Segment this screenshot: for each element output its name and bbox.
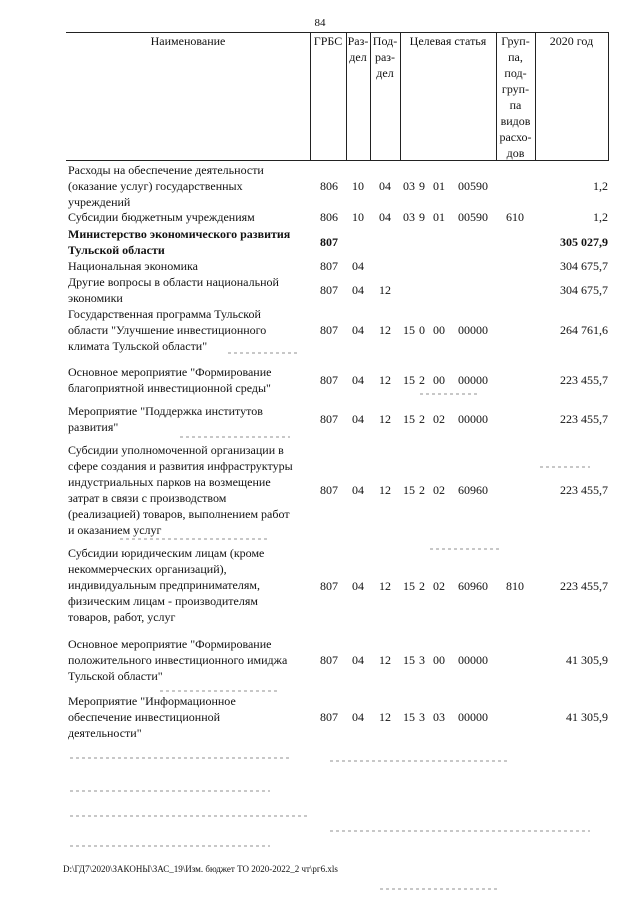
header-razdel-line: дел	[349, 50, 367, 64]
row-target-program: 15	[403, 579, 415, 593]
row-razdel: 04	[352, 373, 364, 387]
bleed-mark	[70, 790, 270, 792]
row-razdel: 04	[352, 710, 364, 724]
row-name-line: Мероприятие "Информационное	[68, 694, 236, 708]
row-grbs: 807	[320, 579, 338, 593]
row-name-line: Мероприятие "Поддержка институтов	[68, 404, 263, 418]
row-name-line: развития"	[68, 420, 119, 434]
row-podrazdel: 12	[379, 653, 391, 667]
bleed-mark	[420, 393, 480, 395]
bleed-mark	[430, 548, 500, 550]
row-name-line: Государственная программа Тульской	[68, 307, 261, 321]
row-name-line: положительного инвестиционного имиджа	[68, 653, 288, 667]
header-target: Целевая статья	[409, 34, 487, 48]
header-divider	[608, 32, 609, 160]
row-grbs: 807	[320, 373, 338, 387]
row-amount: 223 455,7	[560, 373, 608, 387]
header-vid-line: дов	[506, 146, 525, 160]
row-target-event: 02	[433, 579, 445, 593]
row-razdel: 10	[352, 179, 364, 193]
bleed-mark	[180, 436, 290, 438]
row-razdel: 04	[352, 323, 364, 337]
row-grbs: 806	[320, 179, 338, 193]
row-expense-type: 610	[506, 210, 524, 224]
row-target-event: 00	[433, 653, 445, 667]
row-amount: 41 305,9	[566, 653, 608, 667]
header-vid-line: па	[509, 98, 522, 112]
row-target-subprogram: 9	[419, 210, 425, 224]
row-target-event: 02	[433, 483, 445, 497]
row-expense-type: 810	[506, 579, 524, 593]
header-vid-line: под-	[504, 66, 527, 80]
row-amount: 223 455,7	[560, 412, 608, 426]
row-name	[68, 162, 308, 210]
row-target-subprogram: 0	[419, 323, 425, 337]
row-razdel: 10	[352, 210, 364, 224]
row-podrazdel: 12	[379, 579, 391, 593]
row-name-line: обеспечение инвестиционной	[68, 710, 221, 724]
row-name	[68, 364, 308, 396]
row-amount: 41 305,9	[566, 710, 608, 724]
row-name-line: физическим лицам - производителям	[68, 594, 258, 608]
row-name-line: Тульской области"	[68, 669, 163, 683]
row-name-line: и оказанием услуг	[68, 523, 162, 537]
row-razdel: 04	[352, 259, 364, 273]
row-target-direction: 00000	[458, 710, 488, 724]
row-grbs: 807	[320, 483, 338, 497]
row-name-line: учреждений	[68, 195, 131, 209]
header-podrazdel-line: Под-	[372, 34, 398, 48]
row-target-program: 15	[403, 373, 415, 387]
row-name-line: Расходы на обеспечение деятельности	[68, 163, 264, 177]
row-target-direction: 00590	[458, 210, 488, 224]
row-name-line: благоприятной инвестиционной среды"	[68, 381, 271, 395]
row-name-line: Основное мероприятие "Формирование	[68, 365, 272, 379]
row-name-line: затрат в связи с производством	[68, 491, 227, 505]
row-name-line: климата Тульской области"	[68, 339, 208, 353]
row-name	[68, 274, 308, 306]
row-target-program: 15	[403, 710, 415, 724]
row-grbs: 807	[320, 323, 338, 337]
bleed-mark	[228, 352, 298, 354]
row-razdel: 04	[352, 579, 364, 593]
header-razdel	[346, 33, 370, 65]
row-razdel: 04	[352, 412, 364, 426]
bleed-mark	[120, 538, 270, 540]
row-target-direction: 60960	[458, 483, 488, 497]
row-amount: 1,2	[593, 210, 608, 224]
row-razdel: 04	[352, 283, 364, 297]
row-target-direction: 00000	[458, 373, 488, 387]
header-name: Наименование	[150, 34, 226, 48]
row-name	[68, 545, 308, 625]
row-target-program: 03	[403, 179, 415, 193]
row-amount: 223 455,7	[560, 483, 608, 497]
header-podrazdel	[370, 33, 400, 81]
row-name-line: Основное мероприятие "Формирование	[68, 637, 272, 651]
row-target-subprogram: 3	[419, 653, 425, 667]
row-name	[68, 693, 308, 741]
row-podrazdel: 04	[379, 210, 391, 224]
row-grbs: 807	[320, 259, 338, 273]
row-grbs: 807	[320, 710, 338, 724]
row-name	[68, 226, 308, 258]
row-amount: 304 675,7	[560, 283, 608, 297]
row-target-program: 15	[403, 412, 415, 426]
header-divider	[310, 32, 311, 160]
row-target-program: 15	[403, 323, 415, 337]
row-amount: 264 761,6	[560, 323, 608, 337]
header-vid	[496, 33, 535, 161]
header-vid-line: Груп-	[501, 34, 530, 48]
row-name	[68, 403, 308, 435]
row-podrazdel: 12	[379, 483, 391, 497]
row-target-program: 15	[403, 483, 415, 497]
row-name-line: индивидуальным предпринимателям,	[68, 578, 260, 592]
row-name-line: Субсидии уполномоченной организации в	[68, 443, 284, 457]
row-target-direction: 00000	[458, 323, 488, 337]
row-name	[68, 306, 308, 354]
bleed-mark	[540, 466, 590, 468]
row-grbs: 807	[320, 235, 338, 249]
row-name	[68, 209, 308, 225]
row-name-line: сфере создания и развития инфраструктуры	[68, 459, 293, 473]
row-name	[68, 442, 308, 538]
bleed-mark	[70, 845, 270, 847]
row-target-program: 03	[403, 210, 415, 224]
row-target-event: 01	[433, 179, 445, 193]
row-podrazdel: 12	[379, 323, 391, 337]
row-target-event: 02	[433, 412, 445, 426]
bleed-mark	[70, 757, 290, 759]
header-vid-line: расхо-	[499, 130, 532, 144]
row-name-line: экономики	[68, 291, 123, 305]
header-vid-line: па,	[508, 50, 523, 64]
row-name-line: Субсидии юридическим лицам (кроме	[68, 546, 265, 560]
bleed-mark	[330, 760, 510, 762]
row-name-line: некоммерческих организаций),	[68, 562, 227, 576]
row-name-line: Министерство экономического развития	[68, 227, 291, 241]
row-grbs: 807	[320, 283, 338, 297]
row-amount: 223 455,7	[560, 579, 608, 593]
row-amount: 304 675,7	[560, 259, 608, 273]
row-podrazdel: 12	[379, 412, 391, 426]
row-target-direction: 00590	[458, 179, 488, 193]
row-podrazdel: 12	[379, 373, 391, 387]
row-grbs: 807	[320, 412, 338, 426]
header-podrazdel-line: раз-	[374, 50, 396, 64]
row-name-line: (реализацией) товаров, выполнением работ	[68, 507, 290, 521]
row-podrazdel: 12	[379, 710, 391, 724]
row-razdel: 04	[352, 653, 364, 667]
row-grbs: 806	[320, 210, 338, 224]
bleed-mark	[70, 815, 310, 817]
bleed-mark	[160, 690, 280, 692]
page-number: 84	[314, 17, 326, 29]
row-podrazdel: 12	[379, 283, 391, 297]
row-name-line: области "Улучшение инвестиционного	[68, 323, 267, 337]
header-divider	[535, 32, 536, 160]
row-name	[68, 636, 308, 684]
header-vid-line: видов	[500, 114, 531, 128]
row-podrazdel: 04	[379, 179, 391, 193]
row-target-event: 01	[433, 210, 445, 224]
row-target-subprogram: 2	[419, 412, 425, 426]
row-name-line: (оказание услуг) государственных	[68, 179, 243, 193]
row-amount: 305 027,9	[560, 235, 608, 249]
row-target-subprogram: 2	[419, 579, 425, 593]
row-name-line: индустриальных парков на возмещение	[68, 475, 271, 489]
row-target-subprogram: 3	[419, 710, 425, 724]
header-podrazdel-line: дел	[376, 66, 394, 80]
row-target-subprogram: 2	[419, 373, 425, 387]
row-name-line: Другие вопросы в области национальной	[68, 275, 279, 289]
row-amount: 1,2	[593, 179, 608, 193]
row-name-line: Субсидии бюджетным учреждениям	[68, 210, 255, 224]
row-razdel: 04	[352, 483, 364, 497]
row-target-subprogram: 9	[419, 179, 425, 193]
header-year: 2020 год	[549, 34, 594, 48]
row-name-line: товаров, работ, услуг	[68, 610, 176, 624]
row-target-event: 00	[433, 323, 445, 337]
row-name	[68, 258, 308, 274]
row-target-event: 00	[433, 373, 445, 387]
row-target-direction: 00000	[458, 653, 488, 667]
row-target-direction: 60960	[458, 579, 488, 593]
row-target-program: 15	[403, 653, 415, 667]
header-vid-line: груп-	[501, 82, 530, 96]
header-razdel-line: Раз-	[347, 34, 369, 48]
row-name-line: деятельности"	[68, 726, 142, 740]
header-divider	[400, 32, 401, 160]
row-target-direction: 00000	[458, 412, 488, 426]
bleed-mark	[380, 888, 500, 890]
footer-file-path: D:\ГД7\2020\ЗАКОНЫ\ЗАС_19\Изм. бюджет ТО 2020-2022_2 чт\рг6.xls	[63, 864, 338, 874]
header-grbs: ГРБС	[313, 34, 343, 48]
row-target-subprogram: 2	[419, 483, 425, 497]
row-name-line: Национальная экономика	[68, 259, 198, 273]
row-target-event: 03	[433, 710, 445, 724]
row-name-line: Тульской области	[68, 243, 165, 257]
bleed-mark	[330, 830, 590, 832]
row-grbs: 807	[320, 653, 338, 667]
